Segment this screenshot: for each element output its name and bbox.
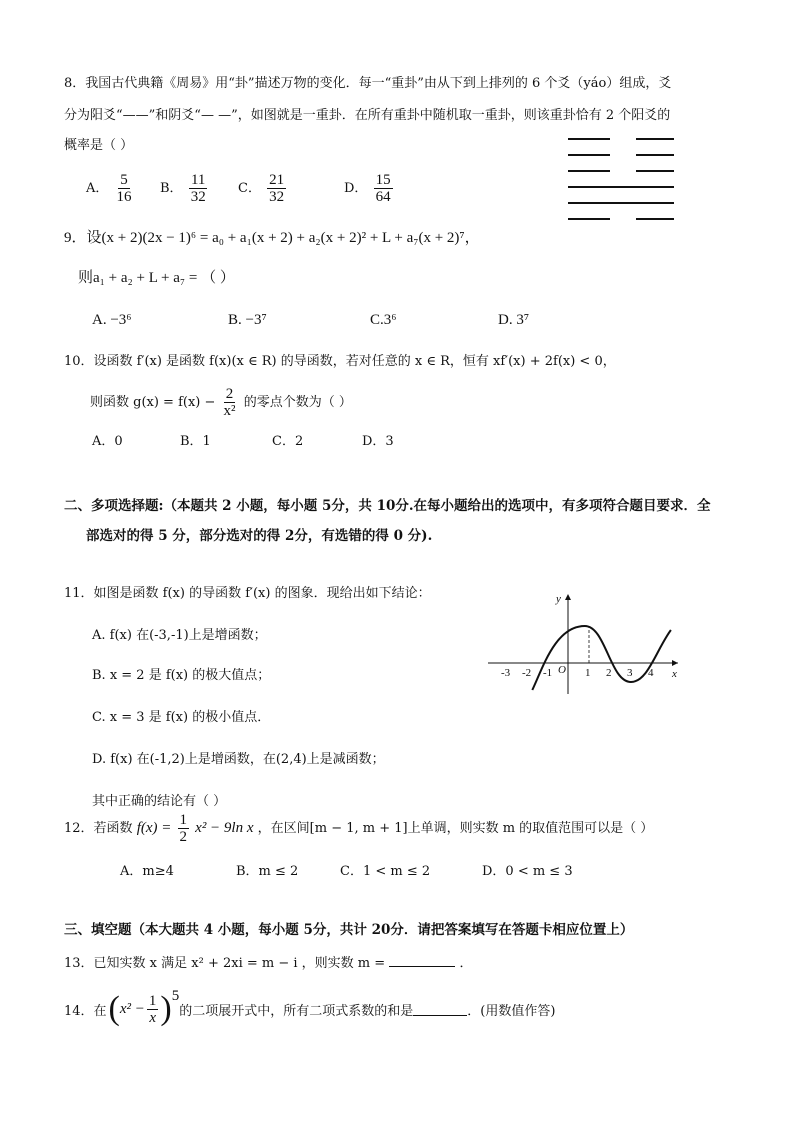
answer-blank[interactable]: [389, 966, 455, 967]
q9-option-d: D. 3⁷: [498, 312, 530, 328]
q8-option-a: A． $\frac{5}{16}$: [86, 172, 132, 205]
q12-option-b: B．m ≤ 2: [236, 864, 299, 879]
q8-line3: 概率是（ ）: [64, 138, 134, 153]
derivative-curve: [532, 626, 671, 690]
q10-option-a: A．0: [92, 434, 123, 449]
q9-option-b: B. −3⁷: [228, 312, 267, 328]
q10-option-b: B．1: [180, 434, 211, 449]
q12-option-a: A．m≥4: [120, 864, 174, 879]
q13-line: 13．已知实数 x 满足 x² + 2xi = m − i ，则实数 m = ．: [64, 956, 473, 971]
fraction: $\frac{15}{64}$: [375, 172, 391, 205]
q11-option-b: B. x = 2 是 f(x) 的极大值点；: [92, 668, 271, 683]
q9-option-a: A. −3⁶: [92, 312, 132, 328]
q10-line1: 10．设函数 f′(x) 是函数 f(x)(x ∈ R) 的导函数，若对任意的 x ∈ R，恒有 xf′(x) + 2f(x) < 0，: [64, 354, 616, 369]
section2-heading-line1: 二、多项选择题:（本题共 2 小题，每小题 5分，共 10分.在每小题给出的选项中，有多项符合题目要求．全: [64, 498, 711, 514]
q9-line2: 则a₁ + a₂ + L + a₇ = （ ）: [78, 270, 235, 286]
q10-option-c: C．2: [272, 434, 304, 449]
q11-closing: 其中正确的结论有（ ）: [92, 794, 227, 809]
tick-label: -3: [501, 667, 511, 679]
q8-line1: 8．我国古代典籍《周易》用“卦”描述万物的变化．每一“重卦”由从下到上排列的 6 个爻（yáo）组成，爻: [64, 76, 672, 91]
q11-option-c: C. x = 3 是 f(x) 的极小值点．: [92, 710, 271, 725]
q8-option-c: C． $\frac{21}{32}$: [238, 172, 285, 205]
q12-option-c: C．1 < m ≤ 2: [340, 864, 431, 879]
fraction: $\frac{1}{2}$: [179, 812, 188, 845]
q8-line2: 分为阳爻“——”和阴爻“— —”，如图就是一重卦．在所有重卦中随机取一重卦，则该重卦恰有 2 个阳爻的: [64, 108, 671, 123]
q9-option-c: C.3⁶: [370, 312, 397, 328]
q9-line1: 9．设(x + 2)(2x − 1)⁶ = a₀ + a₁(x + 2) + a₂(x + 2)² + L + a₇(x + 2)⁷，: [64, 230, 480, 246]
section2-heading-line2: 部选对的得 5 分，部分选对的得 2分，有选错的得 0 分).: [86, 528, 433, 544]
x-axis-label: x: [672, 668, 677, 680]
tick-label: 4: [648, 667, 654, 679]
tick-label: 1: [585, 667, 591, 679]
q8-option-b: B． $\frac{11}{32}$: [160, 172, 206, 205]
y-axis-label: y: [556, 593, 561, 605]
tick-label: -1: [543, 667, 553, 679]
q11-intro: 11．如图是函数 f(x) 的导函数 f′(x) 的图象．现给出如下结论：: [64, 586, 431, 601]
hexagram-figure: [568, 136, 678, 236]
section3-heading: 三、填空题（本大题共 4 小题，每小题 5分，共计 20分．请把答案填写在答题卡相应位置上）: [64, 922, 634, 938]
q14-line: 14．在 ( x² − $\frac{1}{x}$ ) 5 的二项展开式中，所有二项式系数的和是 ．(用数值作答): [64, 988, 556, 1027]
derivative-graph: [488, 590, 688, 700]
q8-option-d: D． $\frac{15}{64}$: [344, 172, 391, 205]
fraction: $\frac{5}{16}$: [116, 172, 132, 205]
fraction: $\frac{11}{32}$: [190, 172, 206, 205]
q10-option-d: D．3: [362, 434, 394, 449]
fraction: $\frac{2}{\text{x²}}$: [223, 386, 236, 419]
tick-label: 3: [627, 667, 633, 679]
origin-label: O: [558, 664, 566, 676]
q10-line2: 则函数 g(x) = f(x) − $\frac{2}{\text{x²}}$ 的零点个数为（ ）: [90, 386, 352, 419]
q11-option-d: D. f(x) 在(-1,2)上是增函数，在(2,4)上是减函数；: [92, 752, 385, 767]
q11-option-a: A. f(x) 在(-3,-1)上是增函数；: [92, 628, 267, 643]
tick-label: 2: [606, 667, 612, 679]
x-axis-arrow: [672, 660, 678, 666]
answer-blank[interactable]: [413, 1015, 467, 1016]
tick-label: -2: [522, 667, 532, 679]
fraction: $\frac{1}{x}$: [148, 992, 157, 1026]
q12-option-d: D．0 < m ≤ 3: [482, 864, 573, 879]
fraction: $\frac{21}{32}$: [269, 172, 285, 205]
y-axis-arrow: [565, 594, 571, 600]
q12-line: 12．若函数 f(x) = $\frac{1}{2}$ x² − 9ln x ，在区间[m − 1, m + 1]上单调，则实数 m 的取值范围可以是（ ）: [64, 812, 654, 845]
